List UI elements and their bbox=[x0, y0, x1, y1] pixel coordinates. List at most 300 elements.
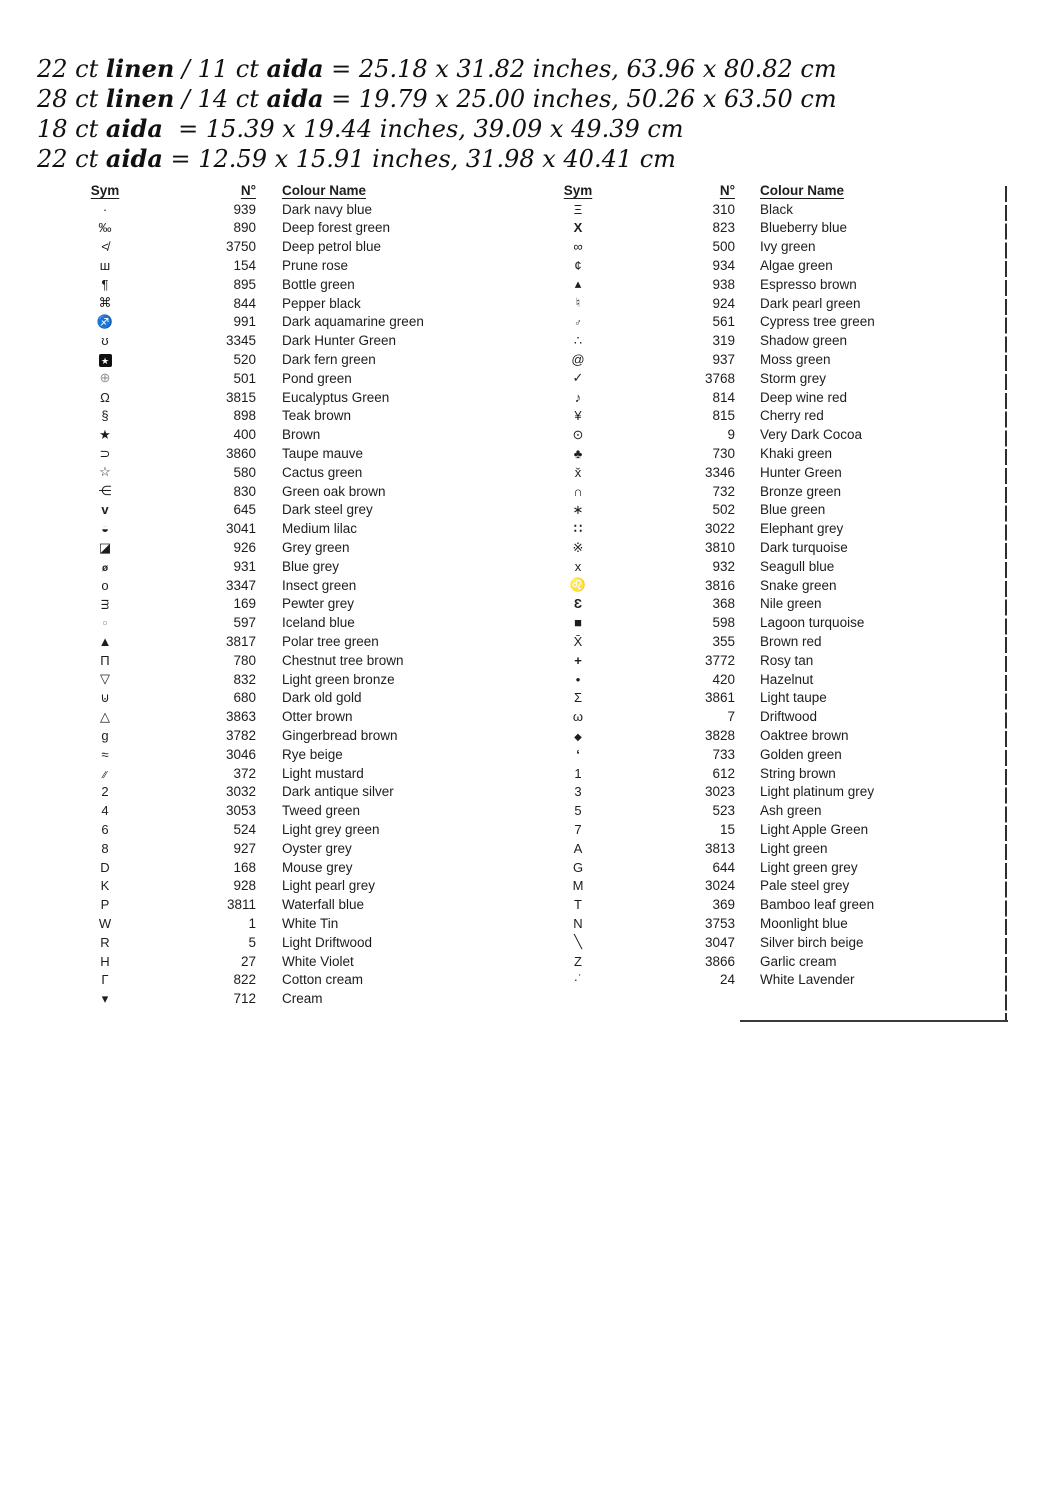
colour-name-cell: Insect green bbox=[282, 577, 357, 593]
symbol-cell bbox=[551, 313, 605, 332]
stitch-symbol: § bbox=[101, 408, 109, 424]
number-cell: 924 bbox=[712, 295, 735, 311]
symbol-cell bbox=[551, 783, 605, 802]
colour-row bbox=[78, 313, 574, 332]
colour-row bbox=[78, 557, 574, 576]
symbol-cell bbox=[78, 294, 132, 313]
symbol-cell bbox=[78, 745, 132, 764]
fabric-size-line bbox=[37, 54, 837, 84]
number-cell: 7 bbox=[727, 709, 735, 725]
number-cell: 832 bbox=[233, 671, 256, 687]
stitch-symbol: 8 bbox=[101, 840, 109, 856]
stitch-symbol: ◪ bbox=[98, 539, 112, 555]
colour-row bbox=[551, 557, 1010, 576]
number-cell: 369 bbox=[712, 897, 735, 913]
symbol-cell bbox=[551, 839, 605, 858]
colour-row bbox=[78, 576, 574, 595]
symbol-cell bbox=[78, 707, 132, 726]
colour-row bbox=[78, 200, 574, 219]
colour-row bbox=[551, 331, 1010, 350]
number-cell: 501 bbox=[233, 370, 256, 386]
number-header: N° bbox=[240, 182, 256, 198]
stitch-symbol: ■ bbox=[574, 615, 582, 631]
size-text: = 12.59 x 15.91 inches, 31.98 x 40.41 cm bbox=[162, 145, 676, 173]
stitch-symbol: ᴟ bbox=[101, 596, 109, 612]
number-cell: 372 bbox=[233, 765, 256, 781]
number-cell: 3768 bbox=[704, 370, 735, 386]
number-cell: 597 bbox=[233, 615, 256, 631]
symbol-cell bbox=[551, 444, 605, 463]
colour-row bbox=[78, 632, 574, 651]
colour-name-cell: Khaki green bbox=[760, 446, 833, 462]
colour-row bbox=[78, 388, 574, 407]
number-cell: 9 bbox=[727, 427, 735, 443]
colour-name-cell: Driftwood bbox=[760, 709, 818, 725]
stitch-symbol: ∷ bbox=[573, 520, 583, 536]
colour-row bbox=[78, 501, 574, 520]
symbol-cell bbox=[78, 350, 132, 369]
stitch-symbol: ★ bbox=[99, 354, 112, 367]
symbol-cell bbox=[551, 275, 605, 294]
symbol-cell bbox=[551, 933, 605, 952]
stitch-symbol: ⊍ bbox=[100, 689, 110, 705]
colour-row bbox=[551, 670, 1010, 689]
symbol-cell bbox=[551, 482, 605, 501]
stitch-symbol: Ω bbox=[100, 389, 110, 405]
colour-name-cell: Espresso brown bbox=[760, 276, 857, 292]
number-cell: 991 bbox=[233, 314, 256, 330]
colour-name-cell: White Violet bbox=[282, 953, 354, 969]
symbol-cell bbox=[551, 350, 605, 369]
stitch-symbol: ☆ bbox=[99, 464, 111, 480]
symbol-cell bbox=[551, 801, 605, 820]
number-cell: 822 bbox=[233, 972, 256, 988]
colour-name-cell: Storm grey bbox=[760, 370, 827, 386]
number-cell: 3813 bbox=[704, 840, 735, 856]
colour-name-header: Colour Name bbox=[282, 182, 367, 198]
number-cell: 27 bbox=[240, 953, 256, 969]
symbol-cell bbox=[78, 764, 132, 783]
symbol-cell bbox=[78, 313, 132, 332]
colour-row bbox=[78, 952, 574, 971]
colour-name-cell: Iceland blue bbox=[282, 615, 355, 631]
colour-row bbox=[78, 538, 574, 557]
colour-row bbox=[551, 632, 1010, 651]
colour-row bbox=[551, 369, 1010, 388]
colour-name-cell: Blue green bbox=[760, 502, 826, 518]
colour-name-cell: Bamboo leaf green bbox=[760, 897, 875, 913]
symbol-cell bbox=[78, 970, 132, 989]
colour-name-cell: Snake green bbox=[760, 577, 837, 593]
number-cell: 3041 bbox=[225, 521, 256, 537]
colour-row bbox=[551, 689, 1010, 708]
stitch-symbol: ♣ bbox=[573, 446, 583, 462]
colour-key-table-left bbox=[78, 181, 574, 1008]
stitch-symbol: △ bbox=[100, 708, 110, 724]
stitch-symbol: ‰ bbox=[98, 220, 112, 236]
colour-name-cell: Pepper black bbox=[282, 295, 361, 311]
number-cell: 15 bbox=[719, 821, 735, 837]
colour-name-cell: Light green bbox=[760, 840, 828, 856]
colour-name-cell: Taupe mauve bbox=[282, 446, 364, 462]
number-cell: 524 bbox=[233, 821, 256, 837]
symbol-cell bbox=[551, 219, 605, 238]
symbol-cell bbox=[551, 970, 605, 989]
number-cell: 931 bbox=[233, 558, 256, 574]
symbol-cell bbox=[551, 237, 605, 256]
size-text: = 15.39 x 19.44 inches, 39.09 x 49.39 cm bbox=[162, 115, 684, 143]
colour-name-cell: Ash green bbox=[760, 803, 822, 819]
stitch-symbol: · bbox=[102, 201, 108, 217]
colour-row bbox=[551, 783, 1010, 802]
colour-row bbox=[78, 425, 574, 444]
stitch-symbol: ¢ bbox=[574, 258, 582, 274]
stitch-symbol: ø bbox=[101, 562, 109, 574]
colour-name-cell: Chestnut tree brown bbox=[282, 652, 404, 668]
symbol-cell bbox=[78, 482, 132, 501]
stitch-symbol: Z bbox=[574, 953, 582, 969]
colour-name-cell: White Lavender bbox=[760, 972, 855, 988]
stitch-symbol: ω bbox=[572, 709, 584, 725]
colour-row bbox=[551, 914, 1010, 933]
symbol-cell bbox=[78, 914, 132, 933]
stitch-symbol: Σ bbox=[573, 690, 583, 706]
stitch-symbol: ⋲ bbox=[98, 483, 112, 499]
colour-name-cell: Black bbox=[760, 201, 794, 217]
stitch-symbol: D bbox=[100, 859, 110, 875]
colour-row bbox=[78, 237, 574, 256]
colour-name-cell: Very Dark Cocoa bbox=[760, 427, 863, 443]
stitch-symbol: ·˙ bbox=[573, 972, 583, 988]
colour-row bbox=[551, 952, 1010, 971]
stitch-symbol: 3 bbox=[574, 784, 582, 800]
number-cell: 3347 bbox=[225, 577, 256, 593]
stitch-symbol: 4 bbox=[101, 803, 109, 819]
colour-row bbox=[551, 219, 1010, 238]
fabric-size-info bbox=[37, 54, 837, 174]
colour-row bbox=[551, 595, 1010, 614]
colour-name-cell: Dark aquamarine green bbox=[282, 314, 424, 330]
colour-name-cell: Moss green bbox=[760, 352, 831, 368]
symbol-cell bbox=[78, 858, 132, 877]
colour-name-cell: Brown bbox=[282, 427, 321, 443]
symbol-cell bbox=[551, 407, 605, 426]
size-text: 28 ct bbox=[37, 85, 106, 113]
number-cell: 3345 bbox=[225, 333, 256, 349]
colour-name-cell: Gingerbread brown bbox=[282, 728, 398, 743]
colour-name-cell: Golden green bbox=[760, 746, 842, 762]
stitch-symbol: ∴ bbox=[573, 332, 583, 348]
colour-name-cell: Dark old gold bbox=[282, 690, 362, 706]
colour-name-cell: Light taupe bbox=[760, 690, 827, 706]
number-cell: 926 bbox=[233, 540, 256, 556]
symbol-cell bbox=[551, 895, 605, 914]
stitch-symbol: Γ bbox=[101, 972, 109, 988]
number-cell: 814 bbox=[712, 389, 735, 405]
colour-row bbox=[78, 895, 574, 914]
stitch-symbol: 6 bbox=[101, 821, 109, 837]
colour-row bbox=[78, 933, 574, 952]
colour-name-cell: Prune rose bbox=[282, 258, 349, 274]
number-cell: 3816 bbox=[704, 577, 735, 593]
colour-row bbox=[551, 839, 1010, 858]
colour-name-cell: Ivy green bbox=[760, 239, 816, 255]
colour-row bbox=[551, 501, 1010, 520]
symbol-cell bbox=[78, 801, 132, 820]
stitch-symbol: ш bbox=[99, 258, 111, 274]
number-cell: 3866 bbox=[704, 953, 735, 969]
fabric-type: aida bbox=[266, 54, 324, 83]
number-cell: 24 bbox=[719, 972, 735, 988]
colour-row bbox=[78, 613, 574, 632]
fabric-type: aida bbox=[105, 114, 163, 143]
colour-name-cell: White Tin bbox=[282, 915, 339, 931]
stitch-symbol: ▲ bbox=[98, 634, 112, 650]
colour-row bbox=[551, 876, 1010, 895]
symbol-cell bbox=[78, 237, 132, 256]
symbol-cell bbox=[78, 425, 132, 444]
colour-name-cell: Rosy tan bbox=[760, 652, 814, 668]
symbol-cell bbox=[551, 256, 605, 275]
colour-name-cell: Brown red bbox=[760, 634, 822, 650]
colour-name-cell: Eucalyptus Green bbox=[282, 389, 390, 405]
colour-name-cell: Light green grey bbox=[760, 859, 858, 875]
colour-name-cell: Dark Hunter Green bbox=[282, 333, 397, 349]
stitch-symbol: ⌘ bbox=[98, 295, 112, 311]
number-cell: 580 bbox=[233, 464, 256, 480]
colour-row bbox=[78, 444, 574, 463]
colour-name-cell: Polar tree green bbox=[282, 634, 379, 650]
symbol-cell bbox=[78, 331, 132, 350]
symbol-cell bbox=[551, 538, 605, 557]
number-cell: 523 bbox=[712, 803, 735, 819]
colour-row bbox=[551, 237, 1010, 256]
colour-name-cell: Light Driftwood bbox=[282, 934, 373, 950]
colour-name-cell: Dark turquoise bbox=[760, 540, 848, 556]
colour-row bbox=[78, 707, 574, 726]
symbol-cell bbox=[551, 595, 605, 614]
colour-name-cell: Pond green bbox=[282, 370, 352, 386]
colour-name-cell: Dark pearl green bbox=[760, 295, 861, 311]
colour-name-cell: Pewter grey bbox=[282, 596, 355, 612]
colour-row bbox=[78, 914, 574, 933]
number-cell: 598 bbox=[712, 615, 735, 631]
symbol-cell bbox=[78, 783, 132, 802]
number-cell: 844 bbox=[233, 295, 256, 311]
bottom-rule bbox=[740, 1020, 1008, 1022]
colour-row bbox=[78, 519, 574, 538]
colour-name-cell: Medium lilac bbox=[282, 521, 358, 537]
number-cell: 3046 bbox=[225, 746, 256, 762]
symbol-cell bbox=[551, 876, 605, 895]
colour-row bbox=[78, 651, 574, 670]
header-row bbox=[551, 181, 1010, 200]
colour-name-cell: Blue grey bbox=[282, 558, 340, 574]
colour-row bbox=[78, 858, 574, 877]
symbol-cell bbox=[551, 689, 605, 708]
number-cell: 644 bbox=[712, 859, 735, 875]
number-cell: 934 bbox=[712, 258, 735, 274]
number-cell: 3750 bbox=[225, 239, 256, 255]
number-cell: 3024 bbox=[704, 878, 735, 894]
number-cell: 1 bbox=[248, 915, 256, 931]
stitch-symbol: @ bbox=[571, 352, 585, 368]
fabric-size-line bbox=[37, 84, 837, 114]
stitch-symbol: ≈ bbox=[101, 746, 109, 762]
colour-row bbox=[551, 444, 1010, 463]
colour-row bbox=[78, 989, 574, 1008]
colour-row bbox=[78, 595, 574, 614]
stitch-symbol: W bbox=[98, 915, 112, 931]
number-cell: 937 bbox=[712, 352, 735, 368]
symbol-cell bbox=[78, 538, 132, 557]
colour-row bbox=[551, 407, 1010, 426]
colour-row bbox=[78, 407, 574, 426]
colour-row bbox=[78, 726, 574, 745]
number-cell: 561 bbox=[712, 314, 735, 330]
colour-name-cell: Cherry red bbox=[760, 408, 824, 424]
colour-row bbox=[78, 764, 574, 783]
symbol-cell bbox=[551, 388, 605, 407]
colour-name-cell: Elephant grey bbox=[760, 521, 844, 537]
colour-row bbox=[551, 313, 1010, 332]
number-cell: 368 bbox=[712, 596, 735, 612]
colour-name-cell: Light platinum grey bbox=[760, 784, 875, 800]
symbol-cell bbox=[78, 839, 132, 858]
colour-row bbox=[551, 801, 1010, 820]
symbol-cell bbox=[78, 200, 132, 219]
symbol-cell bbox=[551, 557, 605, 576]
stitch-symbol: ╲ bbox=[574, 934, 582, 950]
colour-name-header: Colour Name bbox=[760, 182, 845, 198]
number-cell: 3772 bbox=[704, 652, 735, 668]
colour-row bbox=[551, 933, 1010, 952]
number-cell: 500 bbox=[712, 239, 735, 255]
symbol-cell bbox=[78, 876, 132, 895]
number-cell: 780 bbox=[233, 652, 256, 668]
symbol-cell bbox=[78, 613, 132, 632]
symbol-cell bbox=[78, 820, 132, 839]
colour-row bbox=[551, 200, 1010, 219]
colour-row bbox=[551, 970, 1010, 989]
symbol-cell bbox=[78, 407, 132, 426]
number-cell: 890 bbox=[233, 220, 256, 236]
colour-row bbox=[551, 726, 1010, 745]
number-cell: 932 bbox=[712, 558, 735, 574]
stitch-symbol: ▽ bbox=[100, 671, 110, 687]
stitch-symbol: ▾ bbox=[101, 990, 109, 1006]
stitch-symbol: ◒ bbox=[101, 521, 109, 537]
stitch-symbol: M bbox=[572, 878, 584, 894]
symbol-cell bbox=[78, 651, 132, 670]
stitch-symbol: ≮ bbox=[101, 239, 109, 255]
colour-name-cell: Garlic cream bbox=[760, 953, 837, 969]
stitch-symbol: x̌ bbox=[574, 464, 582, 480]
colour-name-cell: Pale steel grey bbox=[760, 878, 850, 894]
number-cell: 400 bbox=[233, 427, 256, 443]
number-cell: 939 bbox=[233, 201, 256, 217]
symbol-cell bbox=[551, 820, 605, 839]
header-row bbox=[78, 181, 574, 200]
fabric-type: linen bbox=[105, 84, 175, 113]
number-cell: 420 bbox=[712, 671, 735, 687]
colour-name-cell: Moonlight blue bbox=[760, 915, 848, 931]
number-cell: 928 bbox=[233, 878, 256, 894]
colour-name-cell: Cypress tree green bbox=[760, 314, 875, 330]
number-cell: 645 bbox=[233, 502, 256, 518]
sym-header: Sym bbox=[563, 182, 593, 198]
symbol-cell bbox=[551, 425, 605, 444]
symbol-cell bbox=[78, 933, 132, 952]
stitch-symbol: ♂ bbox=[574, 318, 582, 330]
symbol-cell bbox=[78, 632, 132, 651]
colour-name-cell: Teak brown bbox=[282, 408, 352, 424]
symbol-cell bbox=[551, 651, 605, 670]
colour-key-table-right bbox=[551, 181, 1010, 989]
colour-name-cell: Light mustard bbox=[282, 765, 364, 781]
symbol-cell bbox=[78, 989, 132, 1008]
colour-name-cell: String brown bbox=[760, 765, 836, 781]
number-cell: 3811 bbox=[226, 897, 256, 913]
symbol-cell bbox=[551, 331, 605, 350]
stitch-symbol: ‘ bbox=[576, 746, 580, 762]
number-cell: 3782 bbox=[225, 728, 256, 743]
colour-row bbox=[78, 783, 574, 802]
stitch-symbol: o bbox=[101, 577, 109, 593]
number-cell: 3053 bbox=[225, 803, 256, 819]
colour-row bbox=[78, 331, 574, 350]
size-text: 22 ct bbox=[37, 55, 106, 83]
number-cell: 168 bbox=[233, 859, 256, 875]
size-text: = 25.18 x 31.82 inches, 63.96 x 80.82 cm bbox=[323, 55, 837, 83]
colour-name-cell: Dark steel grey bbox=[282, 502, 373, 518]
number-cell: 3828 bbox=[704, 728, 735, 743]
stitch-symbol: ♪ bbox=[574, 389, 582, 405]
stitch-symbol: Ɛ bbox=[573, 596, 583, 612]
symbol-cell bbox=[551, 369, 605, 388]
colour-row bbox=[551, 294, 1010, 313]
colour-row bbox=[78, 350, 574, 369]
symbol-cell bbox=[78, 219, 132, 238]
stitch-symbol: H bbox=[100, 953, 110, 969]
fabric-type: linen bbox=[105, 54, 175, 83]
colour-name-cell: Rye beige bbox=[282, 746, 343, 762]
symbol-cell bbox=[551, 294, 605, 313]
colour-name-cell: Dark antique silver bbox=[282, 784, 394, 800]
symbol-cell bbox=[551, 200, 605, 219]
colour-name-cell: Dark navy blue bbox=[282, 201, 373, 217]
symbol-cell bbox=[78, 895, 132, 914]
symbol-cell bbox=[78, 670, 132, 689]
colour-row bbox=[551, 820, 1010, 839]
colour-name-cell: Algae green bbox=[760, 258, 833, 274]
symbol-cell bbox=[78, 576, 132, 595]
stitch-symbol: K bbox=[100, 878, 110, 894]
colour-name-cell: Waterfall blue bbox=[282, 897, 365, 913]
symbol-cell bbox=[551, 745, 605, 764]
stitch-symbol: + bbox=[574, 652, 582, 668]
stitch-symbol: ⊃ bbox=[99, 445, 111, 461]
colour-name-cell: Grey green bbox=[282, 540, 350, 556]
colour-name-cell: Oyster grey bbox=[282, 840, 352, 856]
colour-name-cell: Light Apple Green bbox=[760, 821, 869, 837]
number-cell: 169 bbox=[233, 596, 256, 612]
symbol-cell bbox=[78, 595, 132, 614]
colour-name-cell: Green oak brown bbox=[282, 483, 386, 499]
number-cell: 3860 bbox=[225, 446, 256, 462]
stitch-symbol: X bbox=[573, 220, 583, 236]
colour-row bbox=[78, 219, 574, 238]
